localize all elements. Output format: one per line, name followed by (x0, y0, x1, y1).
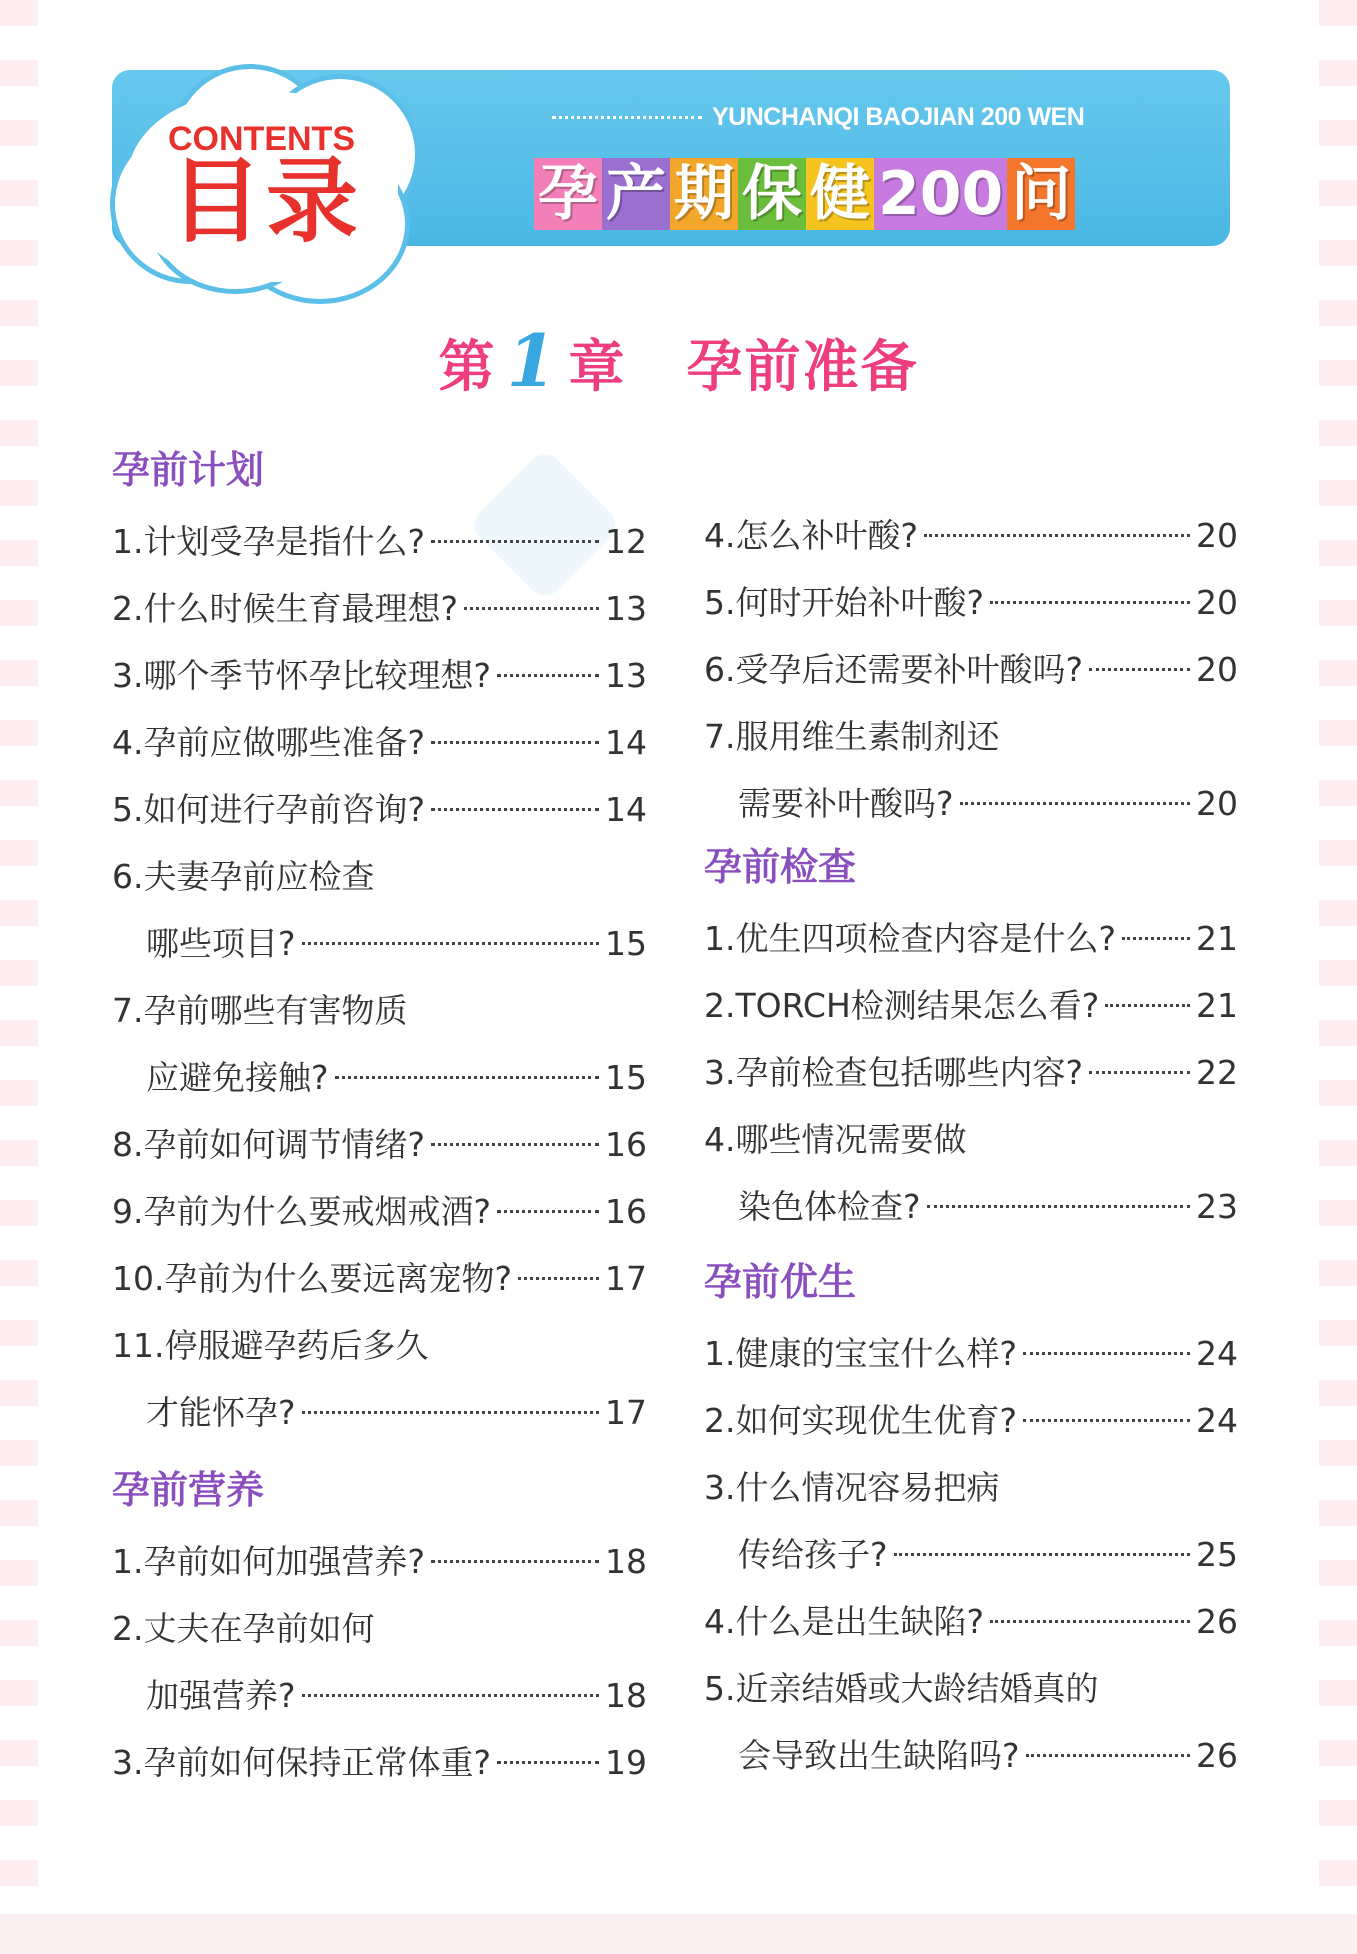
toc-entry-page: 20 (1196, 650, 1238, 689)
toc-entry-page: 15 (605, 1058, 647, 1097)
dot-leader (894, 1553, 1190, 1556)
dot-leader (302, 1694, 599, 1697)
dot-leader (1023, 1419, 1190, 1422)
toc-entry-page: 14 (605, 723, 647, 762)
right-edge-decoration (1319, 0, 1357, 1954)
book-title-char: 产 (602, 158, 670, 230)
toc-entry-title: 会导致出生缺陷吗? (738, 1736, 1020, 1775)
dot-leader (431, 1560, 599, 1563)
toc-entry-title: 需要补叶酸吗? (738, 784, 954, 823)
toc-entry-page: 25 (1196, 1535, 1238, 1574)
toc-entry-title: 4.什么是出生缺陷? (704, 1602, 985, 1641)
toc-entry[interactable] (704, 770, 1238, 837)
dot-leader (924, 534, 1190, 537)
toc-entry-title: 1.健康的宝宝什么样? (704, 1334, 1018, 1373)
toc-entry-title: 传给孩子? (738, 1535, 888, 1574)
book-title-char: 孕 (534, 158, 602, 230)
toc-entry-page: 16 (605, 1192, 647, 1231)
toc-entry[interactable] (112, 910, 647, 977)
section-title: 孕前营养 (112, 1468, 265, 1512)
toc-entry[interactable] (704, 1173, 1238, 1240)
section-title: 孕前检查 (704, 845, 857, 889)
toc-entry-page: 17 (605, 1259, 647, 1298)
toc-left-column (112, 440, 647, 1796)
dot-leader (1026, 1754, 1190, 1757)
toc-entry-page: 18 (605, 1676, 647, 1715)
toc-entry-title: 1.孕前如何加强营养? (112, 1542, 426, 1581)
toc-entry[interactable] (112, 1379, 647, 1446)
toc-entry[interactable] (704, 1320, 1238, 1387)
contents-label-en: CONTENTS (168, 120, 355, 158)
toc-entry-line: 5.近亲结婚或大龄结婚真的 (704, 1669, 1099, 1708)
toc-entry-page: 20 (1196, 583, 1238, 622)
toc-entry-title: 2.如何实现优生优育? (704, 1401, 1018, 1440)
dot-leader (960, 802, 1190, 805)
toc-entry[interactable] (704, 1722, 1238, 1789)
toc-entry-page: 24 (1196, 1334, 1238, 1373)
toc-entry-title: 加强营养? (146, 1676, 296, 1715)
dot-leader (1105, 1004, 1190, 1007)
toc-entry[interactable] (112, 508, 647, 575)
dot-leader (497, 674, 599, 677)
toc-entry[interactable] (704, 569, 1238, 636)
toc-entry[interactable] (704, 1039, 1238, 1106)
toc-entry-line: 6.夫妻孕前应检查 (112, 857, 375, 896)
bottom-band-decoration (0, 1914, 1357, 1954)
dot-leader (497, 1761, 599, 1764)
toc-entry-title: 1.计划受孕是指什么? (112, 522, 426, 561)
book-title-char: 200 (874, 158, 1007, 230)
toc-entry-title: 1.优生四项检查内容是什么? (704, 919, 1117, 958)
chapter-prefix: 第 (438, 335, 497, 400)
toc-entry-page: 26 (1196, 1736, 1238, 1775)
pinyin-row (552, 100, 1084, 134)
toc-entry-page: 12 (605, 522, 647, 561)
dot-leader (1122, 937, 1190, 940)
dot-leader (1023, 1352, 1190, 1355)
book-title-char: 期 (670, 158, 738, 230)
toc-entry-page: 24 (1196, 1401, 1238, 1440)
dot-leader (1089, 668, 1190, 671)
toc-entry-title: 才能怀孕? (146, 1393, 296, 1432)
toc-entry-page: 15 (605, 924, 647, 963)
toc-entry-page: 18 (605, 1542, 647, 1581)
toc-entry-page: 17 (605, 1393, 647, 1432)
toc-entry-page: 19 (605, 1743, 647, 1782)
toc-entry[interactable] (112, 642, 647, 709)
toc-entry[interactable] (704, 1521, 1238, 1588)
chapter-suffix: 章 (568, 335, 627, 400)
toc-entry-title: 4.孕前应做哪些准备? (112, 723, 426, 762)
toc-entry[interactable] (112, 1662, 647, 1729)
toc-entry-line: 2.丈夫在孕前如何 (112, 1609, 375, 1648)
toc-entry-title: 6.受孕后还需要补叶酸吗? (704, 650, 1084, 689)
toc-entry-page: 20 (1196, 516, 1238, 555)
toc-entry-title: 8.孕前如何调节情绪? (112, 1125, 426, 1164)
book-title-pinyin: YUNCHANQI BAOJIAN 200 WEN (712, 102, 1085, 131)
section-title: 孕前计划 (112, 448, 265, 492)
dot-leader (335, 1076, 599, 1079)
toc-entry[interactable] (704, 972, 1238, 1039)
toc-entry[interactable] (704, 502, 1238, 569)
toc-entry-title: 哪些项目? (146, 924, 296, 963)
toc-entry-title: 4.怎么补叶酸? (704, 516, 919, 555)
toc-entry[interactable] (704, 636, 1238, 703)
dot-leader (431, 540, 599, 543)
toc-entry[interactable] (112, 1729, 647, 1796)
dot-leader (497, 1210, 599, 1213)
toc-entry-line: 4.哪些情况需要做 (704, 1120, 967, 1159)
toc-entry-line: 3.什么情况容易把病 (704, 1468, 1000, 1507)
dot-leader (431, 741, 599, 744)
toc-entry-page: 22 (1196, 1053, 1238, 1092)
toc-entry[interactable] (112, 1178, 647, 1245)
toc-entry-page: 13 (605, 656, 647, 695)
book-title (534, 158, 1075, 236)
toc-entry-page: 23 (1196, 1187, 1238, 1226)
dot-leader (990, 601, 1190, 604)
toc-entry-page: 21 (1196, 919, 1238, 958)
toc-entry-title: 10.孕前为什么要远离宠物? (112, 1259, 512, 1298)
toc-entry-title: 3.孕前检查包括哪些内容? (704, 1053, 1084, 1092)
section-title: 孕前优生 (704, 1260, 857, 1304)
toc-entry-title: 应避免接触? (146, 1058, 329, 1097)
chapter-number: 1 (506, 318, 559, 403)
toc-entry-line: 7.服用维生素制剂还 (704, 717, 1000, 756)
toc-entry-title: 5.何时开始补叶酸? (704, 583, 985, 622)
toc-entry-title: 染色体检查? (738, 1187, 921, 1226)
left-edge-decoration (0, 0, 38, 1954)
book-title-char: 健 (806, 158, 874, 230)
toc-entry-page: 26 (1196, 1602, 1238, 1641)
toc-entry-title: 9.孕前为什么要戒烟戒酒? (112, 1192, 492, 1231)
toc-entry[interactable] (704, 1588, 1238, 1655)
toc-entry-page: 16 (605, 1125, 647, 1164)
toc-entry[interactable] (112, 1044, 647, 1111)
toc-entry[interactable] (112, 1528, 647, 1595)
toc-entry-title: 3.哪个季节怀孕比较理想? (112, 656, 492, 695)
toc-entry[interactable] (704, 905, 1238, 972)
toc-entry-line: 7.孕前哪些有害物质 (112, 991, 408, 1030)
dot-leader (431, 1143, 599, 1146)
dotted-rule (552, 116, 702, 119)
toc-entry-title: 3.孕前如何保持正常体重? (112, 1743, 492, 1782)
dot-leader (518, 1277, 599, 1280)
toc-entry-title: 5.如何进行孕前咨询? (112, 790, 426, 829)
toc-entry[interactable] (112, 709, 647, 776)
book-title-char: 保 (738, 158, 806, 230)
toc-entry-page: 14 (605, 790, 647, 829)
toc-entry-page: 20 (1196, 784, 1238, 823)
contents-label-cn: 目录 (170, 148, 363, 255)
toc-entry[interactable] (112, 575, 647, 642)
chapter-title: 孕前准备 (686, 335, 919, 400)
toc-entry-title: 2.什么时候生育最理想? (112, 589, 459, 628)
toc-entry[interactable] (112, 1111, 647, 1178)
book-title-char: 问 (1007, 158, 1075, 230)
toc-entry-page: 21 (1196, 986, 1238, 1025)
toc-right-column (704, 502, 1238, 1789)
toc-entry-line: 11.停服避孕药后多久 (112, 1326, 429, 1365)
toc-entry[interactable] (112, 776, 647, 843)
dot-leader (927, 1205, 1190, 1208)
dot-leader (302, 942, 599, 945)
toc-entry[interactable] (112, 1245, 647, 1312)
toc-entry-page: 13 (605, 589, 647, 628)
dot-leader (1089, 1071, 1190, 1074)
dot-leader (990, 1620, 1190, 1623)
toc-entry-title: 2.TORCH检测结果怎么看? (704, 986, 1100, 1025)
dot-leader (464, 607, 599, 610)
chapter-heading (0, 318, 1357, 403)
dot-leader (302, 1411, 599, 1414)
toc-entry[interactable] (704, 1387, 1238, 1454)
dot-leader (431, 808, 599, 811)
